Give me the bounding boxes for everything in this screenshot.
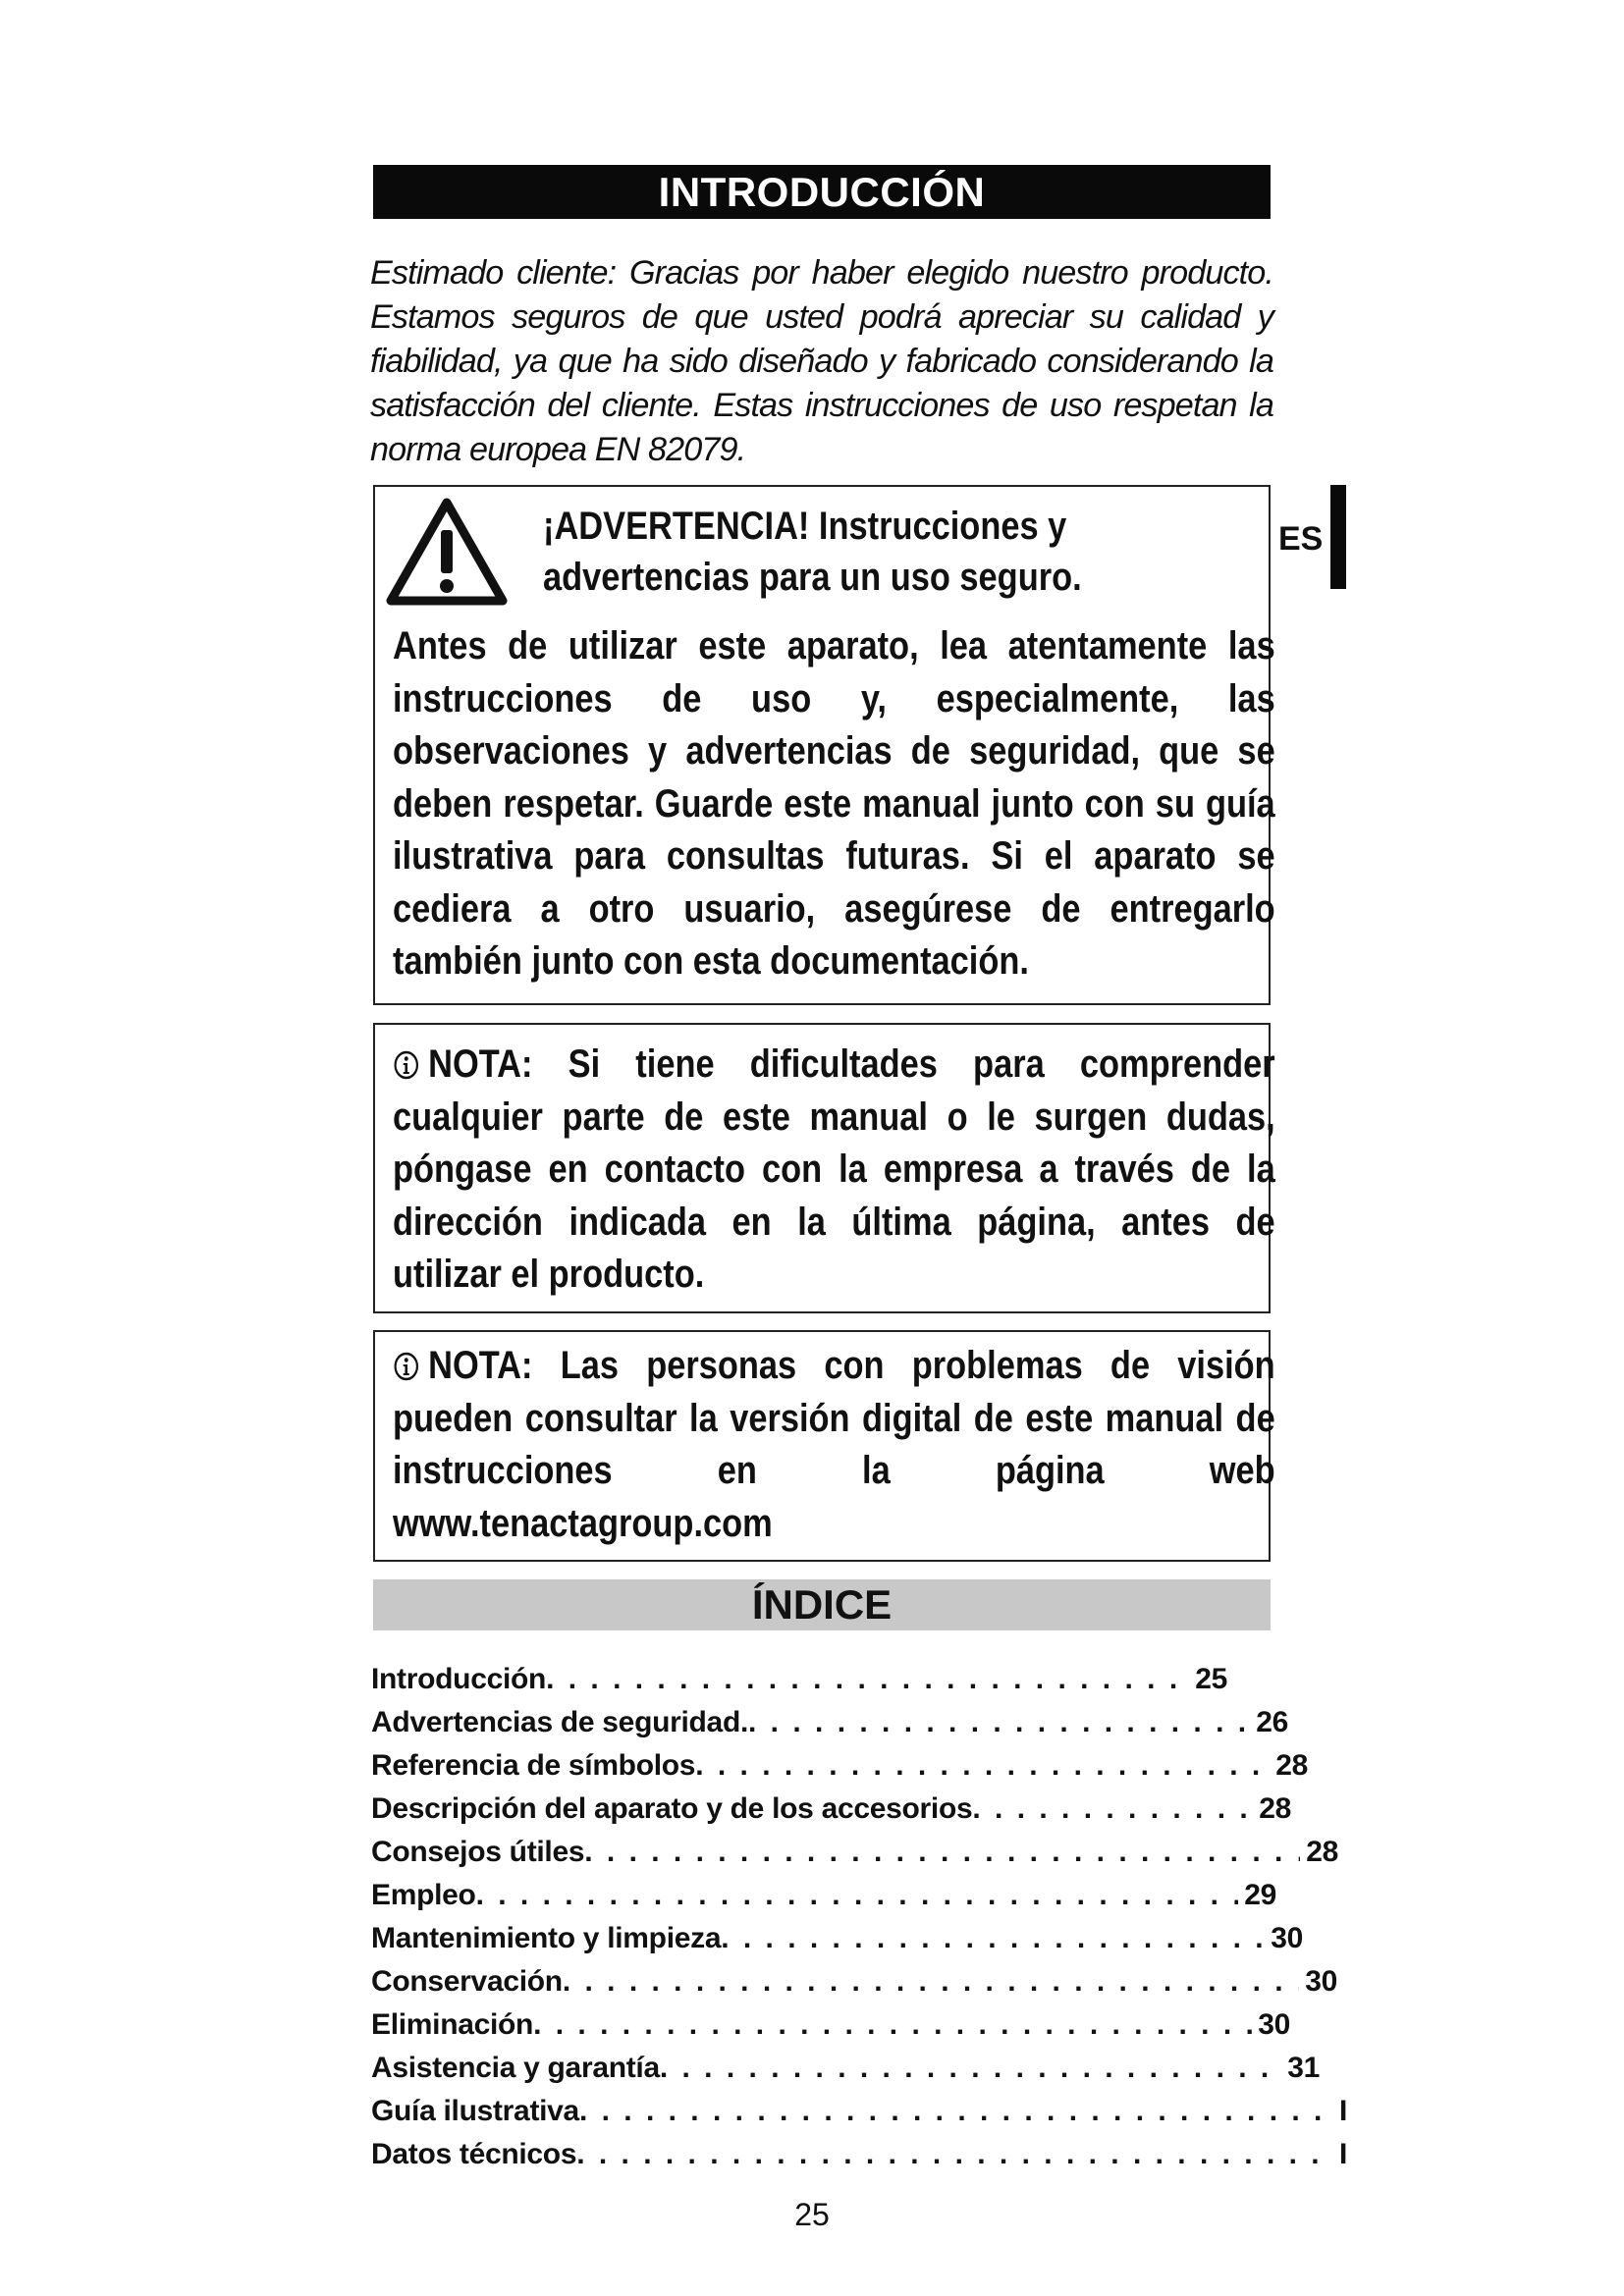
toc-item-label: Conservación — [371, 1965, 563, 1998]
toc-item-referencia-simbolos[interactable] — [371, 1749, 1308, 1792]
toc-item-empleo[interactable] — [371, 1879, 1276, 1922]
info-icon — [393, 1049, 420, 1081]
toc-leader — [721, 1922, 1265, 1955]
toc-item-page: I — [1338, 2138, 1347, 2170]
toc-item-conservacion[interactable] — [371, 1965, 1337, 2008]
toc-item-page: 28 — [1275, 1749, 1308, 1782]
toc-leader — [533, 2008, 1252, 2042]
note-vision — [393, 1340, 1275, 1550]
warning-heading: ¡ADVERTENCIA! Instrucciones y advertencias para un uso seguro. — [543, 505, 1082, 599]
toc-item-advertencias[interactable] — [371, 1706, 1288, 1749]
intro-paragraph: Estimado cliente: Gracias por haber elegido nuestro producto. Estamos seguros de que usted podrá apreciar su calidad y fiabilidad, ya que ha sido diseñado y fabricado considerando la satisfacción del cliente. Estas instrucciones de uso respetan la norma europea EN 82079. — [370, 254, 1273, 468]
toc-leader — [563, 1965, 1299, 1999]
toc-item-page: 28 — [1259, 1792, 1291, 1825]
toc-item-page: 28 — [1306, 1836, 1338, 1868]
toc-item-page: I — [1338, 2095, 1347, 2127]
toc-item-eliminacion[interactable] — [371, 2008, 1290, 2052]
page-number: 25 — [794, 2197, 830, 2232]
warning-triangle-icon — [385, 497, 509, 607]
index-title-text: ÍNDICE — [751, 1581, 893, 1628]
note-vision-text: NOTA: Las personas con problemas de visión pueden consultar la versión digital de este manual de instrucciones en la página web www.tenactagroup.com — [393, 1344, 1275, 1545]
section-title-indice — [373, 1579, 1271, 1630]
toc-leader — [748, 1706, 1250, 1739]
toc-item-page: 29 — [1244, 1879, 1276, 1911]
toc-item-label: Guía ilustrativa — [371, 2095, 579, 2127]
toc-item-label: Empleo — [371, 1879, 476, 1911]
toc-item-page: 30 — [1305, 1965, 1337, 1998]
language-tab-label: ES — [1278, 520, 1324, 558]
toc-item-page: 30 — [1258, 2008, 1290, 2041]
toc-leader — [660, 2052, 1281, 2085]
toc-item-label: Mantenimiento y limpieza — [371, 1922, 722, 1954]
section-title-introduccion — [373, 165, 1271, 219]
toc-leader — [584, 1836, 1300, 1869]
toc-item-consejos[interactable] — [371, 1836, 1338, 1879]
toc-item-page: 26 — [1256, 1706, 1288, 1738]
toc-leader — [972, 1792, 1253, 1826]
toc-item-page: 30 — [1271, 1922, 1303, 1954]
toc-item-guia-ilustrativa[interactable] — [371, 2095, 1347, 2138]
toc-item-label: Descripción del aparato y de los accesorios — [371, 1792, 973, 1825]
toc-item-label: Introducción — [371, 1663, 547, 1695]
toc-item-mantenimiento[interactable] — [371, 1922, 1303, 1965]
toc-leader — [476, 1879, 1239, 1912]
toc-item-label: Datos técnicos — [371, 2138, 577, 2170]
language-tab-marker — [1330, 485, 1346, 589]
toc-item-datos-tecnicos[interactable] — [371, 2138, 1347, 2181]
note-help-text: NOTA: Si tiene dificultades para comprender cualquier parte de este manual o le surgen dudas, póngase en contacto con la empresa a través de la dirección indicada en la última página, antes de utilizar el producto. — [393, 1042, 1275, 1296]
section-title-text: INTRODUCCIÓN — [658, 168, 986, 215]
toc-item-label: Asistencia y garantía — [371, 2052, 660, 2084]
toc-item-descripcion[interactable] — [371, 1792, 1291, 1836]
info-icon — [393, 1351, 420, 1382]
note-help — [393, 1039, 1275, 1302]
warning-body: Antes de utilizar este aparato, lea atentamente las instrucciones de uso y, especialmente, las observaciones y advertencias de seguridad, que se deben respetar. Guarde este manual junto con su guía ilustrativa para consultas futuras. Si el aparato se cediera a otro usuario, asegúrese de entregarlo también junto con esta documentación. — [393, 624, 1275, 983]
toc-item-asistencia[interactable] — [371, 2052, 1320, 2095]
toc-item-label: Referencia de símbolos — [371, 1749, 696, 1782]
toc-item-label: Consejos útiles — [371, 1836, 585, 1868]
toc-leader — [695, 1749, 1270, 1783]
toc-item-introduccion[interactable] — [371, 1663, 1227, 1706]
toc-leader — [576, 2138, 1333, 2171]
toc-leader — [546, 1663, 1189, 1696]
toc-item-label: Eliminación — [371, 2008, 534, 2041]
toc-item-page: 31 — [1287, 2052, 1320, 2084]
toc-leader — [579, 2095, 1333, 2128]
toc-item-label: Advertencias de seguridad. — [371, 1706, 749, 1738]
toc-item-page: 25 — [1195, 1663, 1227, 1695]
